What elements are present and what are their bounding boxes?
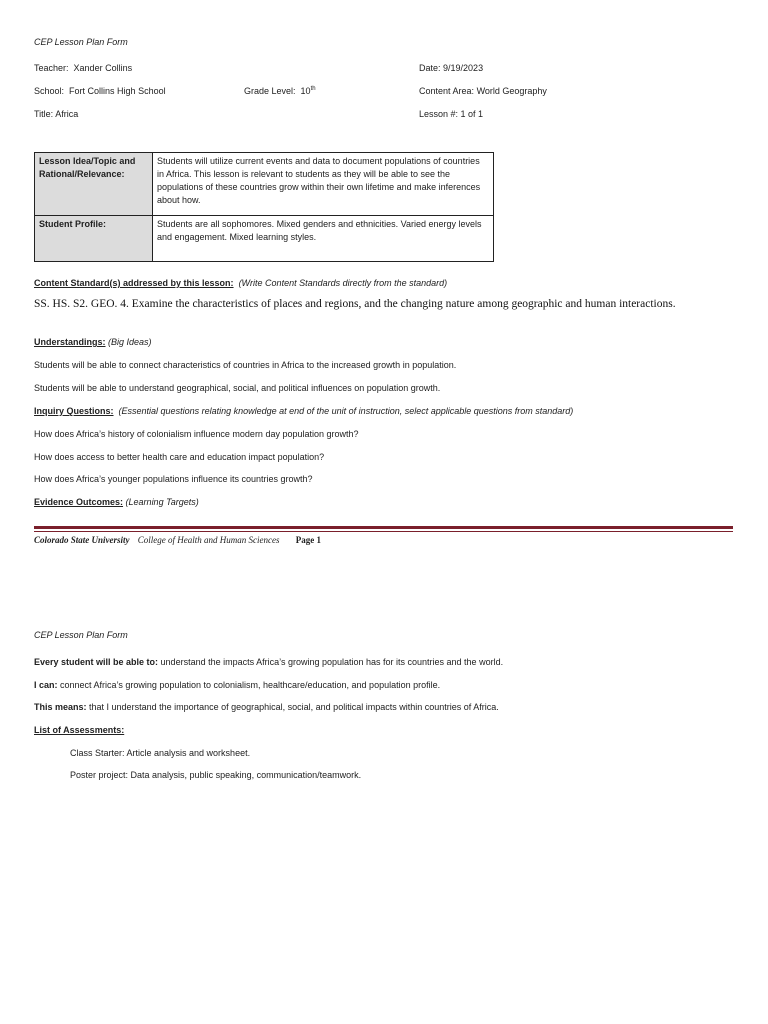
form-title-page2: CEP Lesson Plan Form (34, 630, 128, 640)
inquiry-heading-line (34, 406, 573, 416)
understandings-heading-line (34, 337, 152, 347)
teacher-label: Teacher: (34, 63, 69, 73)
title-line (34, 109, 78, 119)
evidence-note: (Learning Targets) (125, 497, 199, 507)
footer-divider-thick (34, 526, 733, 529)
content-standard-text: SS. HS. S2. GEO. 4. Examine the characteristics of places and regions, and the changing nature among geographic and human interactions. (34, 298, 676, 310)
assessments-heading (34, 725, 124, 735)
lesson-number-line (419, 109, 483, 119)
title-label: Title: (34, 109, 54, 119)
table-row (35, 216, 494, 262)
title-value: Africa (55, 109, 79, 119)
school-label: School: (34, 86, 65, 96)
footer-college: College of Health and Human Sciences (137, 535, 280, 545)
i-can-text: connect Africa’s growing population to colonialism, healthcare/education, and population profile. (60, 680, 441, 690)
every-student-text: understand the impacts Africa’s growing population has for its countries and the world. (160, 657, 504, 667)
page-footer (34, 535, 321, 545)
content-area-line (419, 86, 547, 96)
lesson-number-value: 1 of 1 (460, 109, 484, 119)
school-line (34, 86, 166, 96)
date-line (419, 63, 483, 73)
content-standard-heading-line (34, 278, 447, 288)
inquiry-question: How does Africa’s younger populations influence its countries growth? (34, 474, 313, 484)
lesson-idea-label: Lesson Idea/Topic and Rational/Relevance: (35, 153, 153, 216)
evidence-heading-line (34, 497, 199, 507)
understanding-item: Students will be able to connect characteristics of countries in Africa to the increased growth in population. (34, 360, 457, 370)
inquiry-question: How does Africa’s history of colonialism influence modern day population growth? (34, 429, 359, 439)
grade-label: Grade Level: (244, 86, 296, 96)
content-area-value: World Geography (476, 86, 547, 96)
this-means-line (34, 702, 499, 712)
content-area-label: Content Area: (419, 86, 475, 96)
lesson-idea-value: Students will utilize current events and data to document populations of countries in Africa. This lesson is relevant to students as they will be able to see the populations of these countries grow within their own lifetime and make inferences about how. (153, 153, 494, 216)
every-student-label: Every student will be able to: (34, 657, 159, 667)
student-profile-value: Students are all sophomores. Mixed genders and ethnicities. Varied energy levels and engagement. Mixed learning styles. (153, 216, 494, 262)
grade-suffix: th (310, 86, 316, 92)
teacher-name: Xander Collins (73, 63, 133, 73)
grade-line (244, 86, 316, 96)
assessment-item: Poster project: Data analysis, public speaking, communication/teamwork. (70, 770, 362, 780)
assessment-item: Class Starter: Article analysis and worksheet. (70, 748, 251, 758)
grade-value: 10 (300, 86, 311, 96)
inquiry-heading: Inquiry Questions: (34, 406, 114, 416)
table-row (35, 153, 494, 216)
understandings-note: (Big Ideas) (108, 337, 152, 347)
footer-university: Colorado State University (34, 535, 130, 545)
teacher-line (34, 63, 132, 73)
i-can-label: I can: (34, 680, 58, 690)
inquiry-question: How does access to better health care and education impact population? (34, 452, 325, 462)
date-label: Date: (419, 63, 441, 73)
this-means-text: that I understand the importance of geographical, social, and political impacts within countries of Africa. (89, 702, 499, 712)
this-means-label: This means: (34, 702, 87, 712)
lesson-number-label: Lesson #: (419, 109, 459, 119)
school-name: Fort Collins High School (69, 86, 166, 96)
inquiry-note: (Essential questions relating knowledge at end of the unit of instruction, select applicable questions from standard) (118, 406, 574, 416)
every-student-line (34, 657, 503, 667)
i-can-line (34, 680, 440, 690)
content-standard-note: (Write Content Standards directly from the standard) (238, 278, 448, 288)
date-value: 9/19/2023 (443, 63, 484, 73)
assessments-heading-text: List of Assessments: (34, 725, 125, 735)
understanding-item: Students will be able to understand geographical, social, and political influences on population growth. (34, 383, 441, 393)
footer-divider-thin (34, 531, 733, 532)
evidence-heading: Evidence Outcomes: (34, 497, 124, 507)
understandings-heading: Understandings: (34, 337, 106, 347)
content-standard-heading: Content Standard(s) addressed by this lesson: (34, 278, 234, 288)
form-title: CEP Lesson Plan Form (34, 37, 128, 47)
footer-page-number: Page 1 (295, 535, 321, 545)
student-profile-label: Student Profile: (35, 216, 153, 262)
lesson-info-table (34, 152, 494, 262)
